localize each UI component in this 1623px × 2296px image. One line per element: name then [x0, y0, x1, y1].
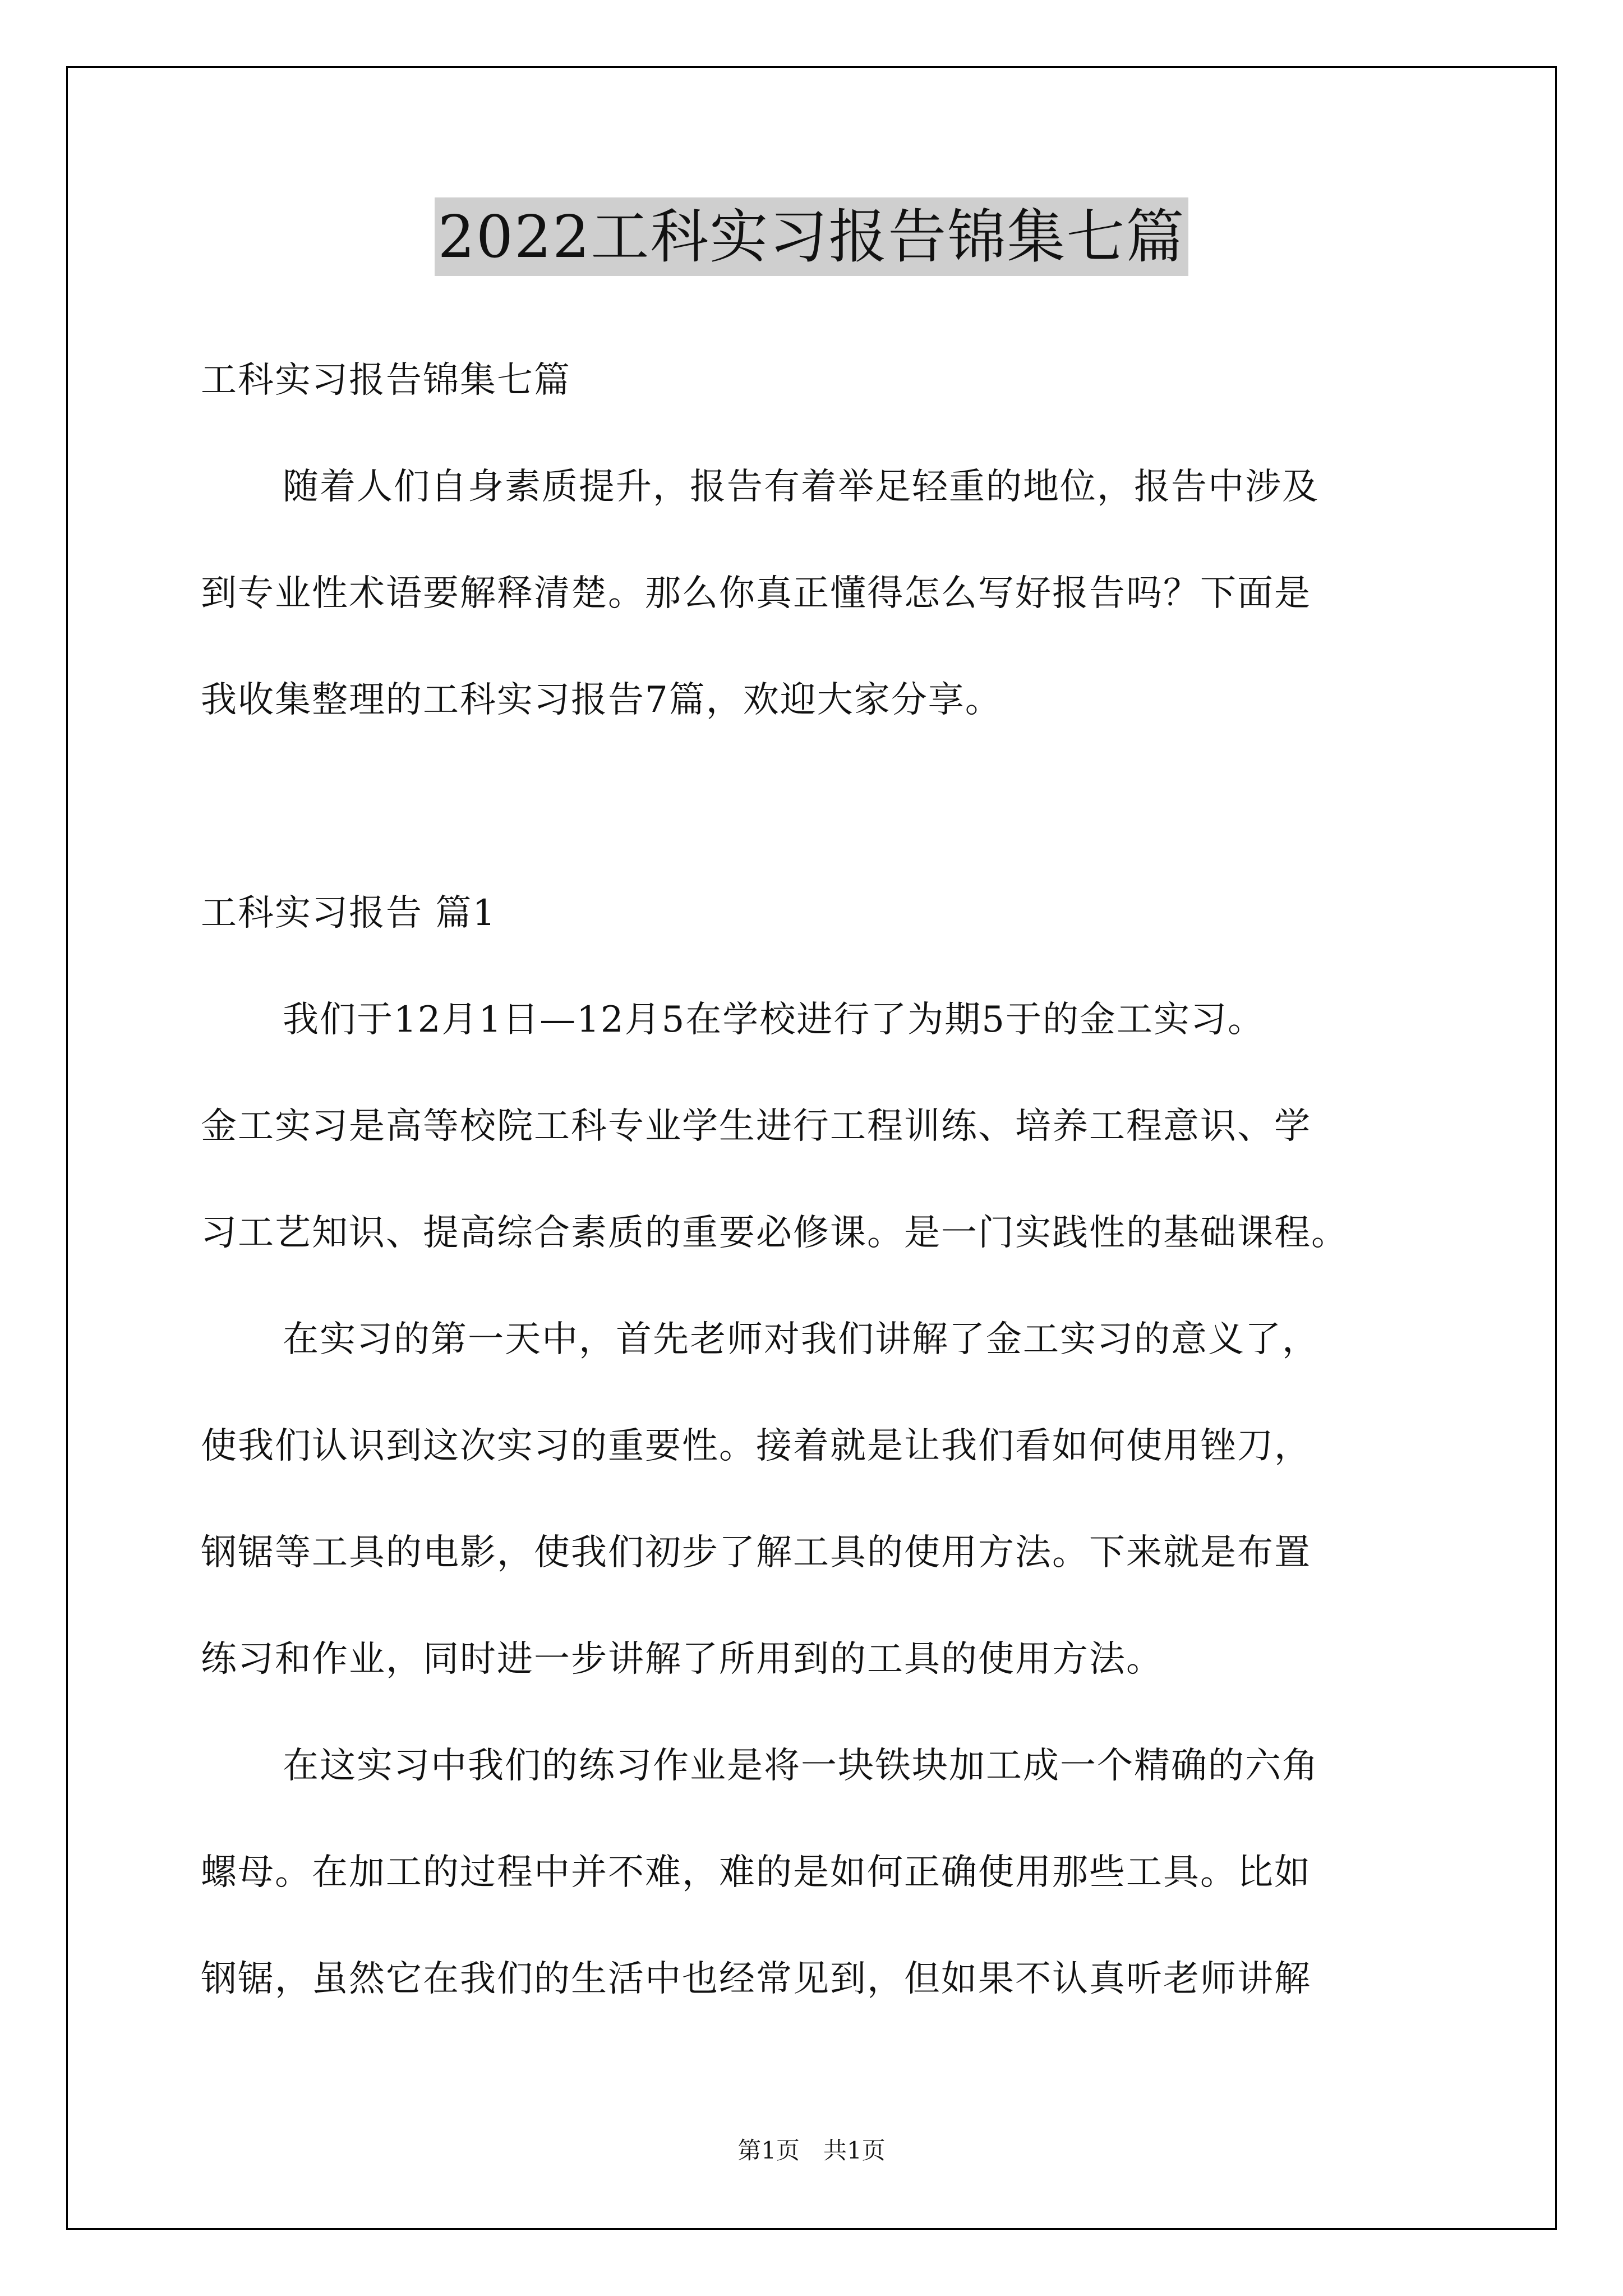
paragraph-line: 到专业性术语要解释清楚。那么你真正懂得怎么写好报告吗？下面是: [201, 573, 1311, 614]
title-container: [0, 197, 1623, 276]
section-heading: 工科实习报告 篇1: [201, 892, 497, 934]
paragraph-line: 我们于12月1日—12月5在学校进行了为期5于的金工实习。: [283, 999, 1265, 1041]
paragraph-line: 习工艺知识、提高综合素质的重要必修课。是一门实践性的基础课程。: [201, 1212, 1348, 1254]
paragraph-line: 钢锯等工具的电影，使我们初步了解工具的使用方法。下来就是布置: [201, 1532, 1311, 1573]
paragraph-line: 金工实习是高等校院工科专业学生进行工程训练、培养工程意识、学: [201, 1106, 1311, 1147]
paragraph-line: 在实习的第一天中，首先老师对我们讲解了金工实习的意义了，: [283, 1319, 1319, 1360]
page-number: 第1页 共1页: [737, 2137, 886, 2164]
paragraph-line: 使我们认识到这次实习的重要性。接着就是让我们看如何使用锉刀，: [201, 1425, 1311, 1467]
paragraph-line: 钢锯，虽然它在我们的生活中也经常见到，但如果不认真听老师讲解: [201, 1958, 1311, 2000]
document-title: 2022工科实习报告锦集七篇: [435, 197, 1189, 276]
paragraph-line: 练习和作业，同时进一步讲解了所用到的工具的使用方法。: [201, 1639, 1163, 1680]
subtitle: 工科实习报告锦集七篇: [201, 360, 571, 401]
paragraph-line: 随着人们自身素质提升，报告有着举足轻重的地位，报告中涉及: [283, 466, 1319, 508]
paragraph-line: 螺母。在加工的过程中并不难，难的是如何正确使用那些工具。比如: [201, 1852, 1311, 1893]
paragraph-line: 我收集整理的工科实习报告7篇，欢迎大家分享。: [201, 679, 1002, 721]
paragraph-line: 在这实习中我们的练习作业是将一块铁块加工成一个精确的六角: [283, 1745, 1319, 1787]
